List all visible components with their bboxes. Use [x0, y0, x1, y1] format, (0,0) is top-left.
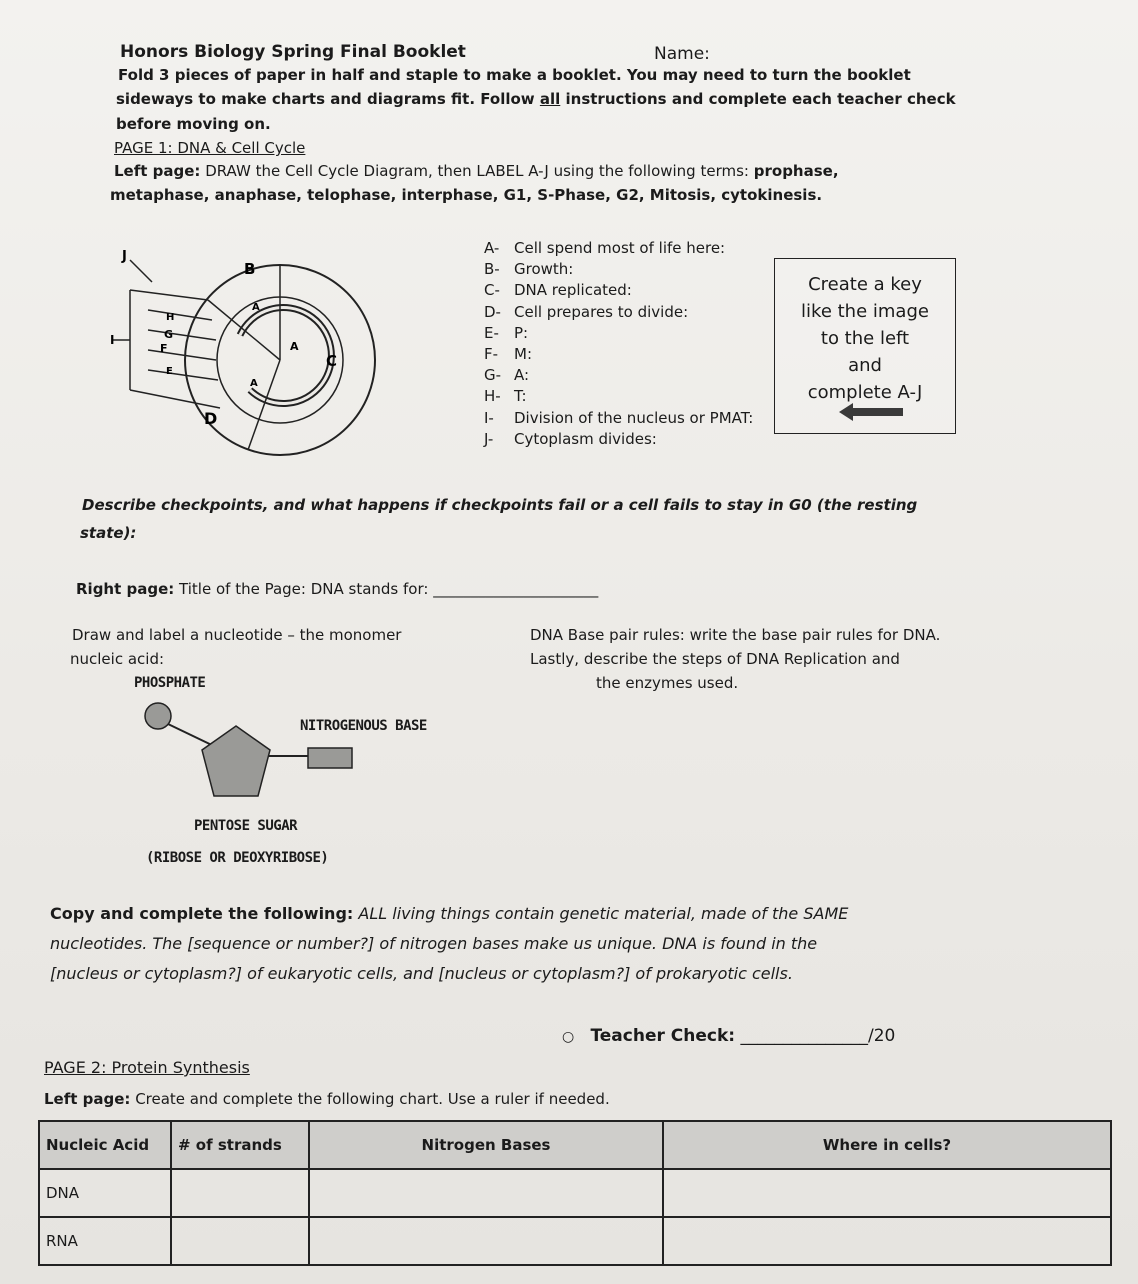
phosphate-circle	[145, 703, 171, 729]
label-list-item: A- Cell spend most of life here:	[484, 239, 726, 257]
sugar-types-label: (RIBOSE OR DEOXYRIBOSE)	[146, 850, 329, 866]
page2-heading: PAGE 2: Protein Synthesis	[44, 1058, 250, 1077]
diagram-label-a-mid: A	[290, 340, 299, 353]
page1-terms: metaphase, anaphase, telophase, interphase, G1, S-Phase, G2, Mitosis, cytokinesis.	[110, 186, 823, 204]
nucleotide-prompt-1: Draw and label a nucleotide – the monomer	[72, 626, 402, 644]
diagram-label-h: H	[166, 312, 175, 323]
label-list-item: H- T:	[484, 387, 527, 406]
copy-complete-line-2: nucleotides. The [sequence or number?] of nitrogen bases make us unique. DNA is found in the	[50, 934, 818, 953]
diagram-label-g: G	[164, 328, 174, 341]
intro-line-3: before moving on.	[116, 115, 271, 133]
table-cell	[309, 1169, 663, 1217]
table-cell	[309, 1217, 663, 1265]
intro-line-1: Fold 3 pieces of paper in half and staple to make a booklet. You may need to turn the booklet	[118, 66, 911, 84]
key-line: Create a key	[808, 274, 922, 295]
cell-cycle-diagram	[100, 240, 480, 470]
label-list-item: I- Division of the nucleus or PMAT:	[484, 408, 754, 427]
page2-left-instruction: Left page: Create and complete the following chart. Use a ruler if needed.	[44, 1090, 610, 1108]
label-list-item: F- M:	[484, 345, 532, 364]
copy-complete-line-1: Copy and complete the following: ALL living things contain genetic material, made of the SAME	[50, 904, 849, 923]
key-line: complete A-J	[807, 382, 923, 403]
table-header: Where in cells?	[663, 1121, 1111, 1169]
table-cell	[171, 1169, 309, 1217]
key-line: to the left	[820, 328, 910, 349]
table-header: # of strands	[171, 1121, 309, 1169]
table-header-row	[39, 1121, 1111, 1169]
key-line: and	[848, 355, 882, 376]
right-page-instruction: Right page: Title of the Page: DNA stands for: ______________________	[76, 580, 599, 598]
sugar-pentagon	[202, 726, 270, 796]
diagram-label-f: F	[160, 342, 168, 355]
table-cell: DNA	[39, 1169, 171, 1217]
checkpoints-prompt-1: Describe checkpoints, and what happens if checkpoints fail or a cell fails to stay in G0 (the resting	[82, 496, 918, 514]
label-list-item: B- Growth:	[484, 260, 574, 279]
table-header: Nitrogen Bases	[309, 1121, 663, 1169]
base-rectangle	[308, 748, 352, 768]
teacher-check-score: /20	[868, 1026, 896, 1046]
nucleic-acid-chart	[38, 1120, 1112, 1266]
key-line: like the image	[801, 301, 929, 322]
teacher-check: ○ Teacher Check: _______________/20	[562, 1026, 896, 1046]
nucleotide-diagram	[140, 698, 360, 818]
checkpoints-prompt-2: state):	[80, 524, 137, 542]
nitrogenous-base-label: NITROGENOUS BASE	[300, 718, 427, 734]
diagram-label-i: I	[110, 333, 115, 347]
phosphate-label: PHOSPHATE	[134, 675, 206, 691]
diagram-label-e: E	[166, 366, 173, 377]
circle-bullet-icon: ○	[562, 1029, 575, 1045]
pentose-sugar-label: PENTOSE SUGAR	[194, 818, 298, 834]
table-cell: RNA	[39, 1217, 171, 1265]
table-cell	[663, 1169, 1111, 1217]
label-list-item: J- Cytoplasm divides:	[484, 429, 657, 448]
basepair-prompt-2: Lastly, describe the steps of DNA Replication and	[530, 650, 900, 668]
diagram-label-b: B	[244, 260, 256, 278]
label-list-item: D- Cell prepares to divide:	[484, 302, 689, 321]
table-cell	[171, 1217, 309, 1265]
diagram-label-a-bottom: A	[250, 378, 258, 389]
diagram-label-c: C	[326, 352, 338, 370]
teacher-check-blank: _______________	[740, 1026, 868, 1046]
page1-heading: PAGE 1: DNA & Cell Cycle	[114, 139, 306, 157]
diagram-label-a-top: A	[252, 302, 260, 313]
diagram-label-d: D	[204, 409, 218, 428]
nucleotide-prompt-2: nucleic acid:	[70, 650, 165, 668]
table-cell	[663, 1217, 1111, 1265]
label-list-item: G- A:	[484, 366, 530, 385]
left-arrow-icon	[837, 401, 907, 423]
label-list-item: C- DNA replicated:	[484, 281, 632, 300]
diagram-label-j: J	[122, 249, 127, 264]
label-list	[484, 238, 753, 450]
table-header: Nucleic Acid	[39, 1121, 171, 1169]
basepair-prompt-3: the enzymes used.	[596, 674, 739, 692]
copy-complete-line-3: [nucleus or cytoplasm?] of eukaryotic cells, and [nucleus or cytoplasm?] of prokaryotic cells.	[50, 964, 793, 983]
key-instruction-box	[774, 258, 956, 434]
worksheet-title: Honors Biology Spring Final Booklet	[120, 42, 466, 62]
intro-line-2: sideways to make charts and diagrams fit. Follow all instructions and complete each teacher check	[116, 90, 956, 108]
page1-left-instruction: Left page: DRAW the Cell Cycle Diagram, then LABEL A-J using the following terms: prophase,	[114, 162, 839, 180]
table-row	[39, 1169, 1111, 1217]
name-label: Name:	[654, 44, 710, 64]
label-list-item: E- P:	[484, 323, 529, 342]
table-row	[39, 1217, 1111, 1265]
basepair-prompt-1: DNA Base pair rules: write the base pair rules for DNA.	[530, 626, 941, 644]
